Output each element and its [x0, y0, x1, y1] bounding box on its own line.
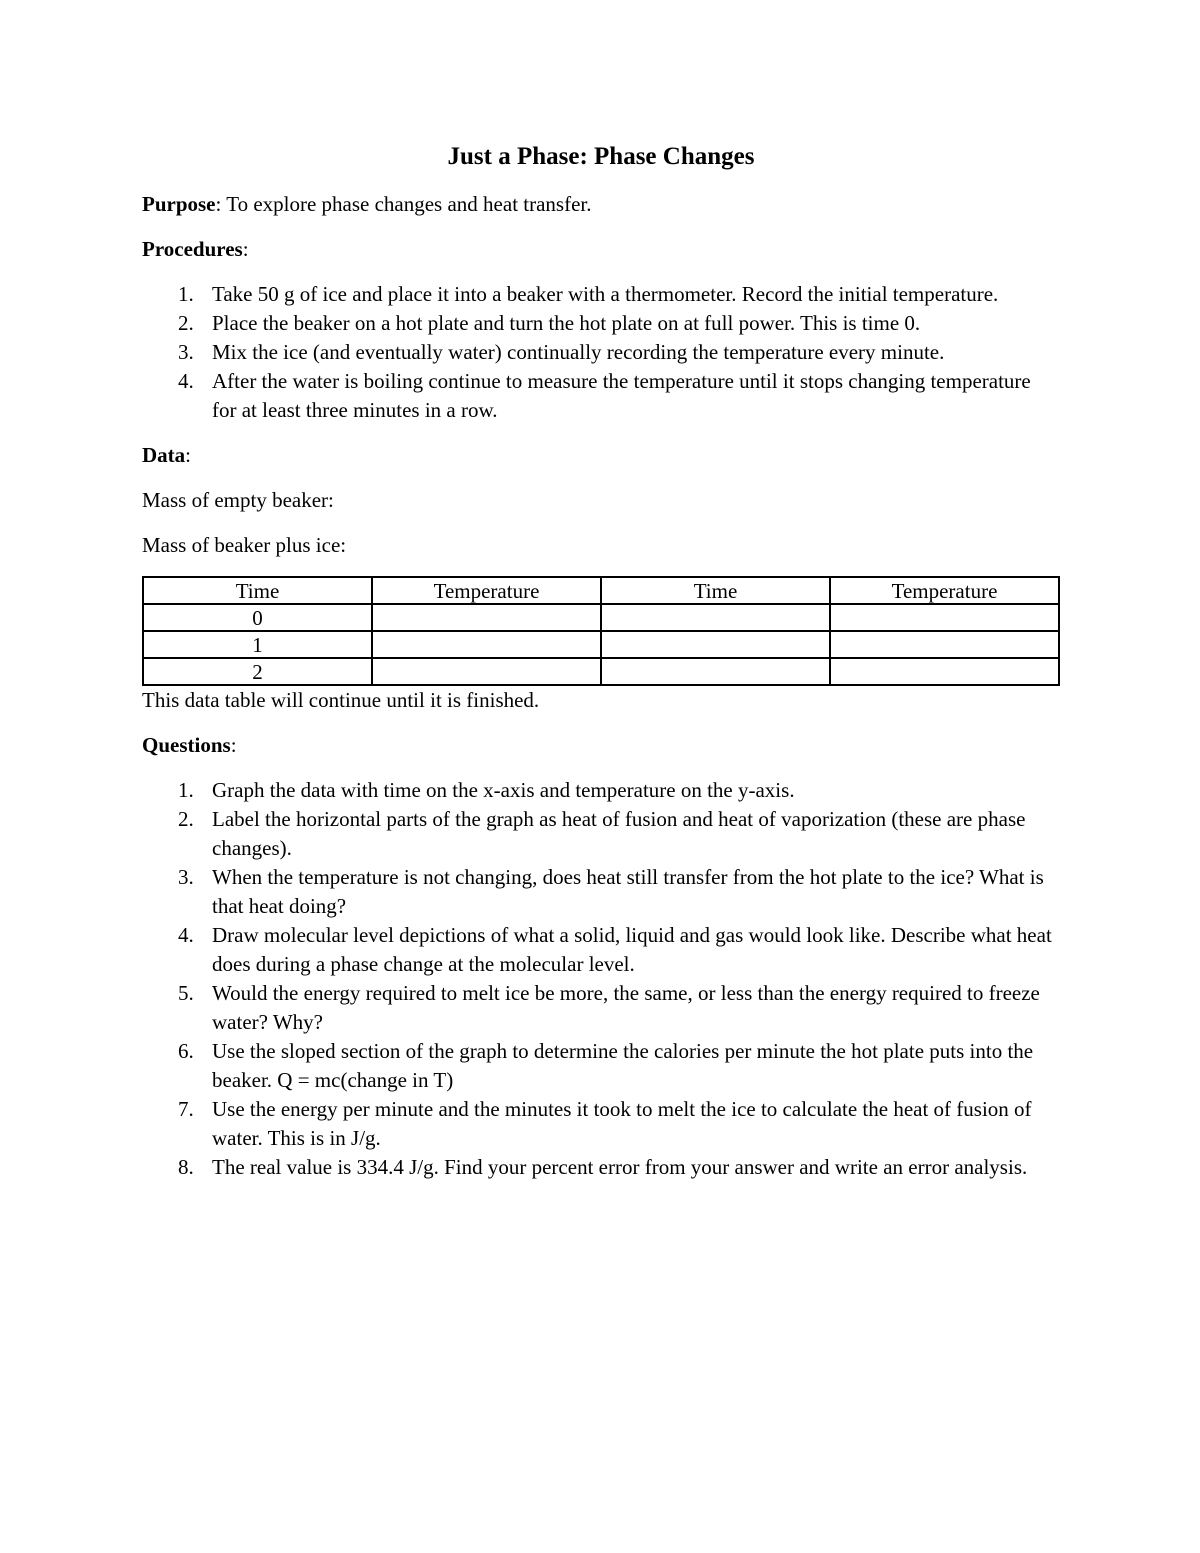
list-item	[142, 921, 1060, 979]
list-item	[142, 805, 1060, 863]
list-item-number: 1.	[178, 778, 194, 802]
questions-heading	[142, 731, 1060, 760]
table-cell	[601, 604, 830, 631]
list-item	[142, 1095, 1060, 1153]
table-row	[143, 658, 1059, 685]
list-item-number: 4.	[178, 923, 194, 947]
header-temperature: Temperature	[830, 577, 1059, 604]
questions-list	[142, 776, 1060, 1182]
purpose-text: : To explore phase changes and heat transfer.	[215, 192, 592, 216]
list-item-text: After the water is boiling continue to measure the temperature until it stops changing temperature for at least three minutes in a row.	[212, 369, 1031, 422]
list-item	[142, 280, 1060, 309]
list-item	[142, 367, 1060, 425]
table-cell	[830, 658, 1059, 685]
list-item-text: The real value is 334.4 J/g. Find your percent error from your answer and write an error analysis.	[212, 1155, 1028, 1179]
table-cell	[372, 604, 601, 631]
table-cell	[830, 604, 1059, 631]
table-header-row	[143, 577, 1059, 604]
list-item	[142, 1037, 1060, 1095]
list-item	[142, 979, 1060, 1037]
procedures-list	[142, 280, 1060, 425]
list-item	[142, 863, 1060, 921]
list-item-number: 2.	[178, 311, 194, 335]
list-item-number: 3.	[178, 865, 194, 889]
header-time: Time	[143, 577, 372, 604]
table-row	[143, 631, 1059, 658]
list-item-text: Graph the data with time on the x-axis and temperature on the y-axis.	[212, 778, 795, 802]
list-item-number: 6.	[178, 1039, 194, 1063]
list-item	[142, 309, 1060, 338]
data-table	[142, 576, 1060, 686]
mass-empty-beaker: Mass of empty beaker:	[142, 488, 334, 512]
procedures-heading	[142, 235, 1060, 264]
data-label: Data	[142, 443, 186, 467]
data-colon: :	[185, 443, 192, 467]
page-title: Just a Phase: Phase Changes	[447, 143, 755, 170]
list-item	[142, 1153, 1060, 1182]
list-item-text: Take 50 g of ice and place it into a beaker with a thermometer. Record the initial temperature.	[212, 282, 999, 306]
list-item-text: When the temperature is not changing, does heat still transfer from the hot plate to the ice? What is that heat doing?	[212, 865, 1044, 918]
table-row	[143, 604, 1059, 631]
list-item	[142, 338, 1060, 367]
list-item-text: Use the sloped section of the graph to determine the calories per minute the hot plate puts into the beaker. Q = mc(change in T)	[212, 1039, 1034, 1092]
list-item-number: 2.	[178, 807, 194, 831]
purpose-label: Purpose	[142, 192, 216, 216]
procedures-colon: :	[242, 237, 249, 261]
list-item-number: 7.	[178, 1097, 194, 1121]
list-item	[142, 776, 1060, 805]
header-temperature: Temperature	[372, 577, 601, 604]
questions-colon: :	[230, 733, 237, 757]
table-cell: 1	[143, 631, 372, 658]
procedures-label: Procedures	[142, 237, 243, 261]
list-item-number: 8.	[178, 1155, 194, 1179]
list-item-text: Place the beaker on a hot plate and turn the hot plate on at full power. This is time 0.	[212, 311, 921, 335]
list-item-text: Mix the ice (and eventually water) continually recording the temperature every minute.	[212, 340, 945, 364]
list-item-text: Would the energy required to melt ice be more, the same, or less than the energy required to freeze water? Why?	[212, 981, 1040, 1034]
table-cell	[372, 658, 601, 685]
table-cell: 2	[143, 658, 372, 685]
list-item-number: 3.	[178, 340, 194, 364]
list-item-text: Label the horizontal parts of the graph as heat of fusion and heat of vaporization (these are phase changes).	[212, 807, 1026, 860]
list-item-number: 5.	[178, 981, 194, 1005]
data-heading	[142, 441, 1060, 470]
list-item-number: 4.	[178, 369, 194, 393]
table-cell	[601, 631, 830, 658]
list-item-number: 1.	[178, 282, 194, 306]
list-item-text: Use the energy per minute and the minutes it took to melt the ice to calculate the heat of fusion of water. This is in J/g.	[212, 1097, 1032, 1150]
table-note: This data table will continue until it is finished.	[142, 688, 540, 712]
purpose-line	[142, 190, 1060, 219]
header-time: Time	[601, 577, 830, 604]
document-page	[142, 140, 1060, 1198]
table-cell	[372, 631, 601, 658]
table-cell	[601, 658, 830, 685]
list-item-text: Draw molecular level depictions of what a solid, liquid and gas would look like. Describe what heat does during a phase change at the molecular level.	[212, 923, 1052, 976]
table-cell	[830, 631, 1059, 658]
table-cell: 0	[143, 604, 372, 631]
mass-beaker-plus-ice: Mass of beaker plus ice:	[142, 533, 347, 557]
questions-label: Questions	[142, 733, 231, 757]
